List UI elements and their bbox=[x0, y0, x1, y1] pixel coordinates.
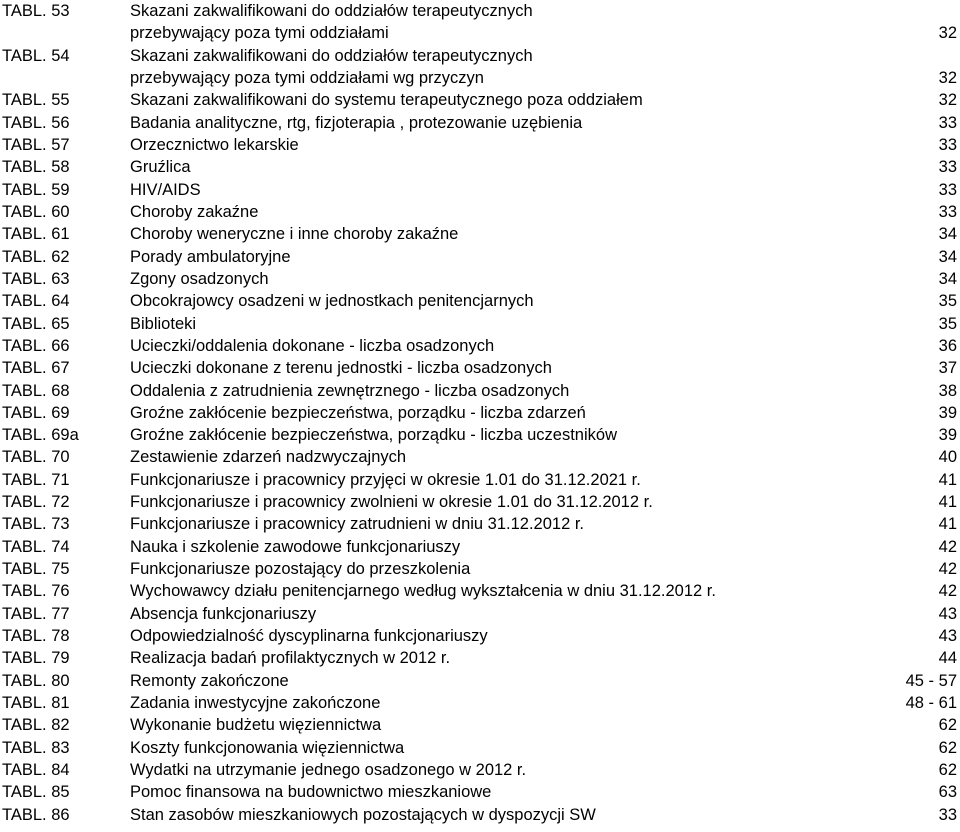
table-title bbox=[130, 313, 196, 335]
page-number: 33 bbox=[938, 805, 957, 824]
table-number: TABL. 58 bbox=[2, 158, 70, 177]
table-number: TABL. 69a bbox=[2, 426, 79, 445]
table-title-line: Pomoc finansowa na budownictwo mieszkaniowe bbox=[130, 783, 492, 802]
table-title bbox=[130, 714, 381, 736]
table-title-line: Ucieczki dokonane z terenu jednostki - liczba osadzonych bbox=[130, 359, 552, 378]
page-number: 43 bbox=[938, 627, 957, 646]
table-title-line: Zestawienie zdarzeń nadzwyczajnych bbox=[130, 448, 407, 467]
page-number: 37 bbox=[938, 359, 957, 378]
table-title-line: Wydatki na utrzymanie jednego osadzonego w 2012 r. bbox=[130, 761, 527, 780]
page-number: 34 bbox=[938, 247, 957, 266]
table-title-line: Stan zasobów mieszkaniowych pozostających w dyspozycji SW bbox=[130, 805, 596, 824]
table-title-line: Badania analityczne, rtg, fizjoterapia , protezowanie uzębienia bbox=[130, 113, 583, 132]
page-number: 38 bbox=[938, 381, 957, 400]
page-number: 48 - 61 bbox=[905, 694, 957, 713]
page-number: 42 bbox=[938, 537, 957, 556]
table-title bbox=[130, 246, 291, 268]
table-title-continuation: przebywający poza tymi oddziałami wg przyczyn bbox=[130, 68, 484, 87]
page-number: 34 bbox=[938, 269, 957, 288]
table-number: TABL. 63 bbox=[2, 269, 70, 288]
page-number: 33 bbox=[938, 113, 957, 132]
table-title bbox=[130, 134, 299, 156]
table-title-line: Gruźlica bbox=[130, 158, 191, 177]
page-number: 34 bbox=[938, 225, 957, 244]
table-number: TABL. 67 bbox=[2, 359, 70, 378]
table-title bbox=[130, 536, 460, 558]
table-title bbox=[130, 357, 552, 379]
table-title bbox=[130, 647, 450, 669]
table-title bbox=[130, 45, 533, 90]
page-number: 44 bbox=[938, 649, 957, 668]
table-title bbox=[130, 469, 641, 491]
table-title-line: Oddalenia z zatrudnienia zewnętrznego - liczba osadzonych bbox=[130, 381, 570, 400]
table-title bbox=[130, 580, 716, 602]
page-number: 35 bbox=[938, 314, 957, 333]
table-number: TABL. 59 bbox=[2, 180, 70, 199]
page-number: 62 bbox=[938, 716, 957, 735]
table-title bbox=[130, 156, 191, 178]
page-number: 33 bbox=[938, 158, 957, 177]
page-number: 62 bbox=[938, 761, 957, 780]
table-title-line: Groźne zakłócenie bezpieczeństwa, porządku - liczba zdarzeń bbox=[130, 403, 586, 422]
page-number: 62 bbox=[938, 738, 957, 757]
page-number: 41 bbox=[938, 515, 957, 534]
table-title-line: Orzecznictwo lekarskie bbox=[130, 135, 299, 154]
table-title bbox=[130, 737, 404, 759]
page-number: 40 bbox=[938, 448, 957, 467]
page-number: 63 bbox=[938, 783, 957, 802]
page-number: 43 bbox=[938, 604, 957, 623]
table-number: TABL. 70 bbox=[2, 448, 70, 467]
table-number: TABL. 77 bbox=[2, 604, 70, 623]
table-number: TABL. 71 bbox=[2, 470, 70, 489]
table-number: TABL. 61 bbox=[2, 225, 70, 244]
page-number: 33 bbox=[938, 202, 957, 221]
table-number: TABL. 80 bbox=[2, 671, 70, 690]
table-title-line: Remonty zakończone bbox=[130, 671, 289, 690]
table-number: TABL. 76 bbox=[2, 582, 70, 601]
table-title-line: Odpowiedzialność dyscyplinarna funkcjonariuszy bbox=[130, 627, 488, 646]
table-title bbox=[130, 558, 470, 580]
table-title bbox=[130, 625, 488, 647]
table-title bbox=[130, 335, 494, 357]
table-number: TABL. 60 bbox=[2, 202, 70, 221]
table-number: TABL. 72 bbox=[2, 493, 70, 512]
table-title-line: Wykonanie budżetu więziennictwa bbox=[130, 716, 382, 735]
table-number: TABL. 86 bbox=[2, 805, 70, 824]
table-number: TABL. 84 bbox=[2, 761, 70, 780]
table-title-line: Zgony osadzonych bbox=[130, 269, 269, 288]
table-title-line: Zadania inwestycyjne zakończone bbox=[130, 694, 381, 713]
table-number: TABL. 79 bbox=[2, 649, 70, 668]
page-number: 32 bbox=[938, 68, 957, 87]
table-title bbox=[130, 424, 617, 446]
table-number: TABL. 64 bbox=[2, 292, 70, 311]
table-title-line: Choroby zakaźne bbox=[130, 202, 259, 221]
table-title bbox=[130, 380, 569, 402]
page-number: 42 bbox=[938, 582, 957, 601]
table-number: TABL. 85 bbox=[2, 783, 70, 802]
table-number: TABL. 68 bbox=[2, 381, 70, 400]
table-title bbox=[130, 781, 491, 803]
table-title bbox=[130, 759, 526, 781]
table-number: TABL. 55 bbox=[2, 91, 70, 110]
table-title bbox=[130, 513, 584, 535]
table-title-line: HIV/AIDS bbox=[130, 180, 201, 199]
page-number: 36 bbox=[938, 336, 957, 355]
table-number: TABL. 65 bbox=[2, 314, 70, 333]
table-title bbox=[130, 268, 269, 290]
table-number: TABL. 62 bbox=[2, 247, 70, 266]
table-title-line: Skazani zakwalifikowani do oddziałów terapeutycznych bbox=[130, 46, 533, 65]
table-title-line: Funkcjonariusze pozostający do przeszkolenia bbox=[130, 560, 471, 579]
table-title-line: Funkcjonariusze i pracownicy przyjęci w okresie 1.01 do 31.12.2021 r. bbox=[130, 470, 641, 489]
table-number: TABL. 74 bbox=[2, 537, 70, 556]
table-title bbox=[130, 89, 643, 111]
page-number: 45 - 57 bbox=[905, 671, 957, 690]
table-title bbox=[130, 402, 586, 424]
table-title bbox=[130, 692, 380, 714]
table-number: TABL. 69 bbox=[2, 403, 70, 422]
page-number: 32 bbox=[938, 91, 957, 110]
page-number: 33 bbox=[938, 180, 957, 199]
table-title-line: Realizacja badań profilaktycznych w 2012 r. bbox=[130, 649, 451, 668]
table-number: TABL. 75 bbox=[2, 560, 70, 579]
table-title bbox=[130, 201, 258, 223]
table-number: TABL. 57 bbox=[2, 135, 70, 154]
table-number: TABL. 73 bbox=[2, 515, 70, 534]
table-title-line: Funkcjonariusze i pracownicy zwolnieni w okresie 1.01 do 31.12.2012 r. bbox=[130, 493, 653, 512]
table-title-line: Wychowawcy działu penitencjarnego według wykształcenia w dniu 31.12.2012 r. bbox=[130, 582, 716, 601]
table-title-line: Skazani zakwalifikowani do oddziałów terapeutycznych bbox=[130, 2, 533, 20]
page-number: 33 bbox=[938, 135, 957, 154]
page-number: 42 bbox=[938, 560, 957, 579]
table-title-line: Skazani zakwalifikowani do systemu terapeutycznego poza oddziałem bbox=[130, 91, 643, 110]
table-number: TABL. 78 bbox=[2, 627, 70, 646]
table-title-line: Absencja funkcjonariuszy bbox=[130, 604, 317, 623]
table-title-line: Funkcjonariusze i pracownicy zatrudnieni w dniu 31.12.2012 r. bbox=[130, 515, 585, 534]
table-number: TABL. 82 bbox=[2, 716, 70, 735]
table-number: TABL. 54 bbox=[2, 46, 70, 65]
page-number: 32 bbox=[938, 24, 957, 43]
table-title bbox=[130, 670, 289, 692]
table-title bbox=[130, 179, 201, 201]
table-title-line: Biblioteki bbox=[130, 314, 197, 333]
table-title-line: Obcokrajowcy osadzeni w jednostkach penitencjarnych bbox=[130, 292, 534, 311]
table-number: TABL. 81 bbox=[2, 694, 70, 713]
table-title-line: Ucieczki/oddalenia dokonane - liczba osadzonych bbox=[130, 336, 495, 355]
table-title bbox=[130, 491, 653, 513]
table-title bbox=[130, 804, 596, 826]
table-number: TABL. 66 bbox=[2, 336, 70, 355]
table-title bbox=[130, 0, 533, 45]
table-number: TABL. 53 bbox=[2, 2, 70, 20]
table-title-continuation: przebywający poza tymi oddziałami bbox=[130, 24, 389, 43]
page-number: 39 bbox=[938, 403, 957, 422]
page-number: 41 bbox=[938, 493, 957, 512]
table-title bbox=[130, 446, 406, 468]
table-number: TABL. 83 bbox=[2, 738, 70, 757]
table-title-line: Choroby weneryczne i inne choroby zakaźne bbox=[130, 225, 459, 244]
table-title-line: Nauka i szkolenie zawodowe funkcjonariuszy bbox=[130, 537, 461, 556]
page-number: 39 bbox=[938, 426, 957, 445]
page-number: 41 bbox=[938, 470, 957, 489]
table-title bbox=[130, 290, 534, 312]
table-title bbox=[130, 223, 458, 245]
table-title-line: Groźne zakłócenie bezpieczeństwa, porządku - liczba uczestników bbox=[130, 426, 617, 445]
table-number: TABL. 56 bbox=[2, 113, 70, 132]
table-title bbox=[130, 603, 316, 625]
table-title-line: Porady ambulatoryjne bbox=[130, 247, 291, 266]
table-title bbox=[130, 112, 582, 134]
table-title-line: Koszty funkcjonowania więziennictwa bbox=[130, 738, 405, 757]
page-number: 35 bbox=[938, 292, 957, 311]
